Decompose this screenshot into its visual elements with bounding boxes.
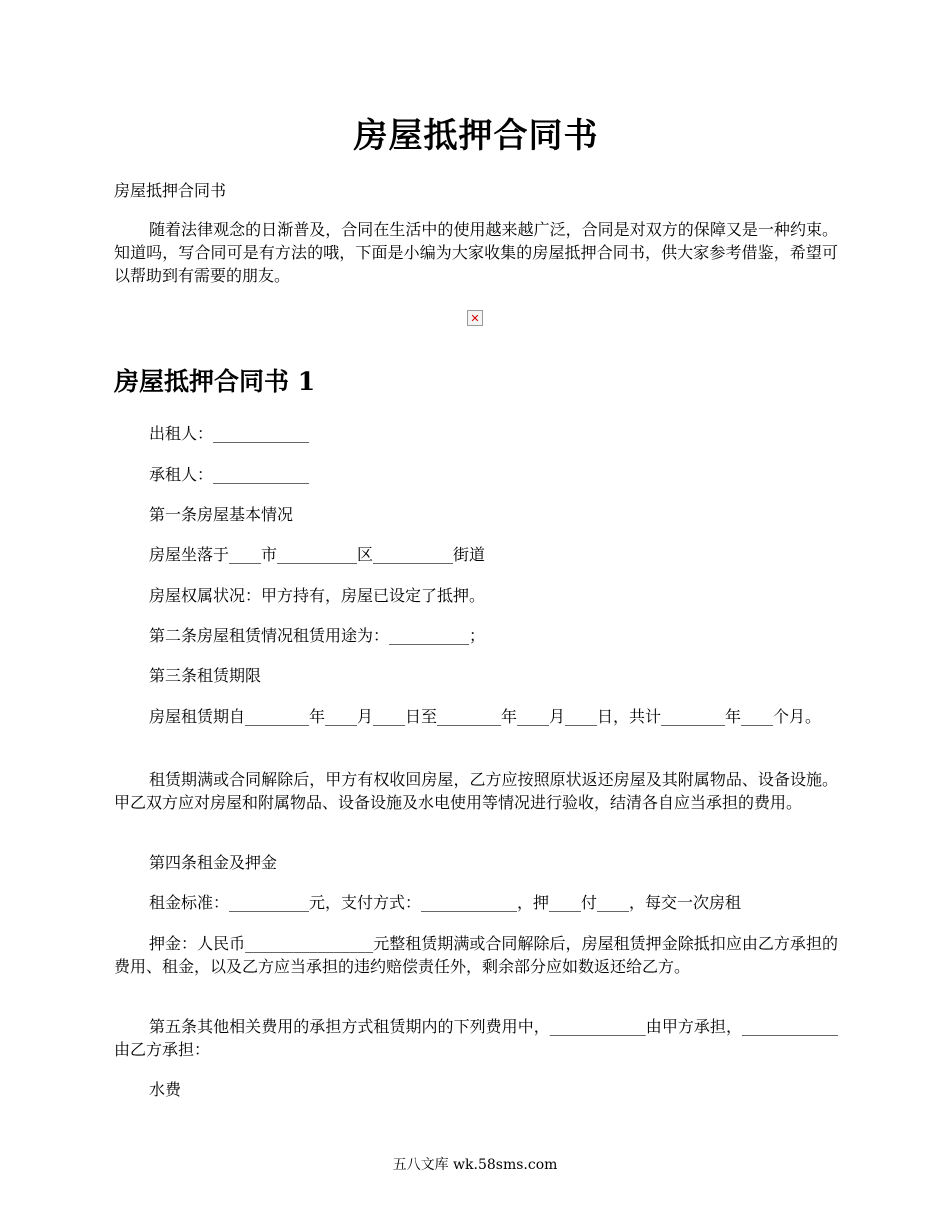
rent-standard: 租金标准：__________元，支付方式：____________，押____付____，每交一次房租 — [149, 893, 742, 912]
article-4-heading: 第四条租金及押金 — [149, 853, 278, 872]
article-5-fees: 第五条其他相关费用的承担方式租赁期内的下列费用中，____________由甲方承担，____________由乙方承担： — [114, 1017, 838, 1059]
lease-term: 房屋租赁期自________年____月____日至________年____月____日，共计________年____个月。 — [149, 707, 822, 726]
article-2-lease-use: 第二条房屋租赁情况租赁用途为：__________； — [149, 626, 486, 645]
intro-paragraph: 随着法律观念的日渐普及，合同在生活中的使用越来越广泛，合同是对双方的保障又是一种约束。知道吗，写合同可是有方法的哦，下面是小编为大家收集的房屋抵押合同书，供大家参考借鉴，希望可以帮助到有需要的朋友。 — [114, 220, 838, 285]
property-location: 房屋坐落于____市__________区__________街道 — [149, 545, 486, 564]
footer-watermark: 五八文库 wk.58sms.com — [392, 1157, 558, 1173]
deposit-clause: 押金：人民币________________元整租赁期满或合同解除后，房屋租赁押金除抵扣应由乙方承担的费用、租金，以及乙方应当承担的违约赔偿责任外，剩余部分应如数返还给乙方。 — [114, 934, 838, 976]
article-1-heading: 第一条房屋基本情况 — [149, 505, 294, 524]
section-heading: 房屋抵押合同书 1 — [114, 367, 316, 396]
document-title: 房屋抵押合同书 — [353, 116, 599, 156]
article-3-heading: 第三条租赁期限 — [149, 666, 262, 685]
water-fee-item: 水费 — [149, 1080, 182, 1099]
property-ownership: 房屋权属状况：甲方持有，房屋已设定了抵押。 — [149, 586, 486, 605]
lessee-line: 承租人：____________ — [149, 465, 310, 484]
lessor-line: 出租人：____________ — [149, 424, 310, 443]
document-subtitle: 房屋抵押合同书 — [114, 181, 227, 200]
broken-image-icon: ✕ — [467, 310, 483, 326]
lease-expiry-clause: 租赁期满或合同解除后，甲方有权收回房屋，乙方应按照原状返还房屋及其附属物品、设备设施。甲乙双方应对房屋和附属物品、设备设施及水电使用等情况进行验收，结清各自应当承担的费用。 — [114, 770, 838, 812]
